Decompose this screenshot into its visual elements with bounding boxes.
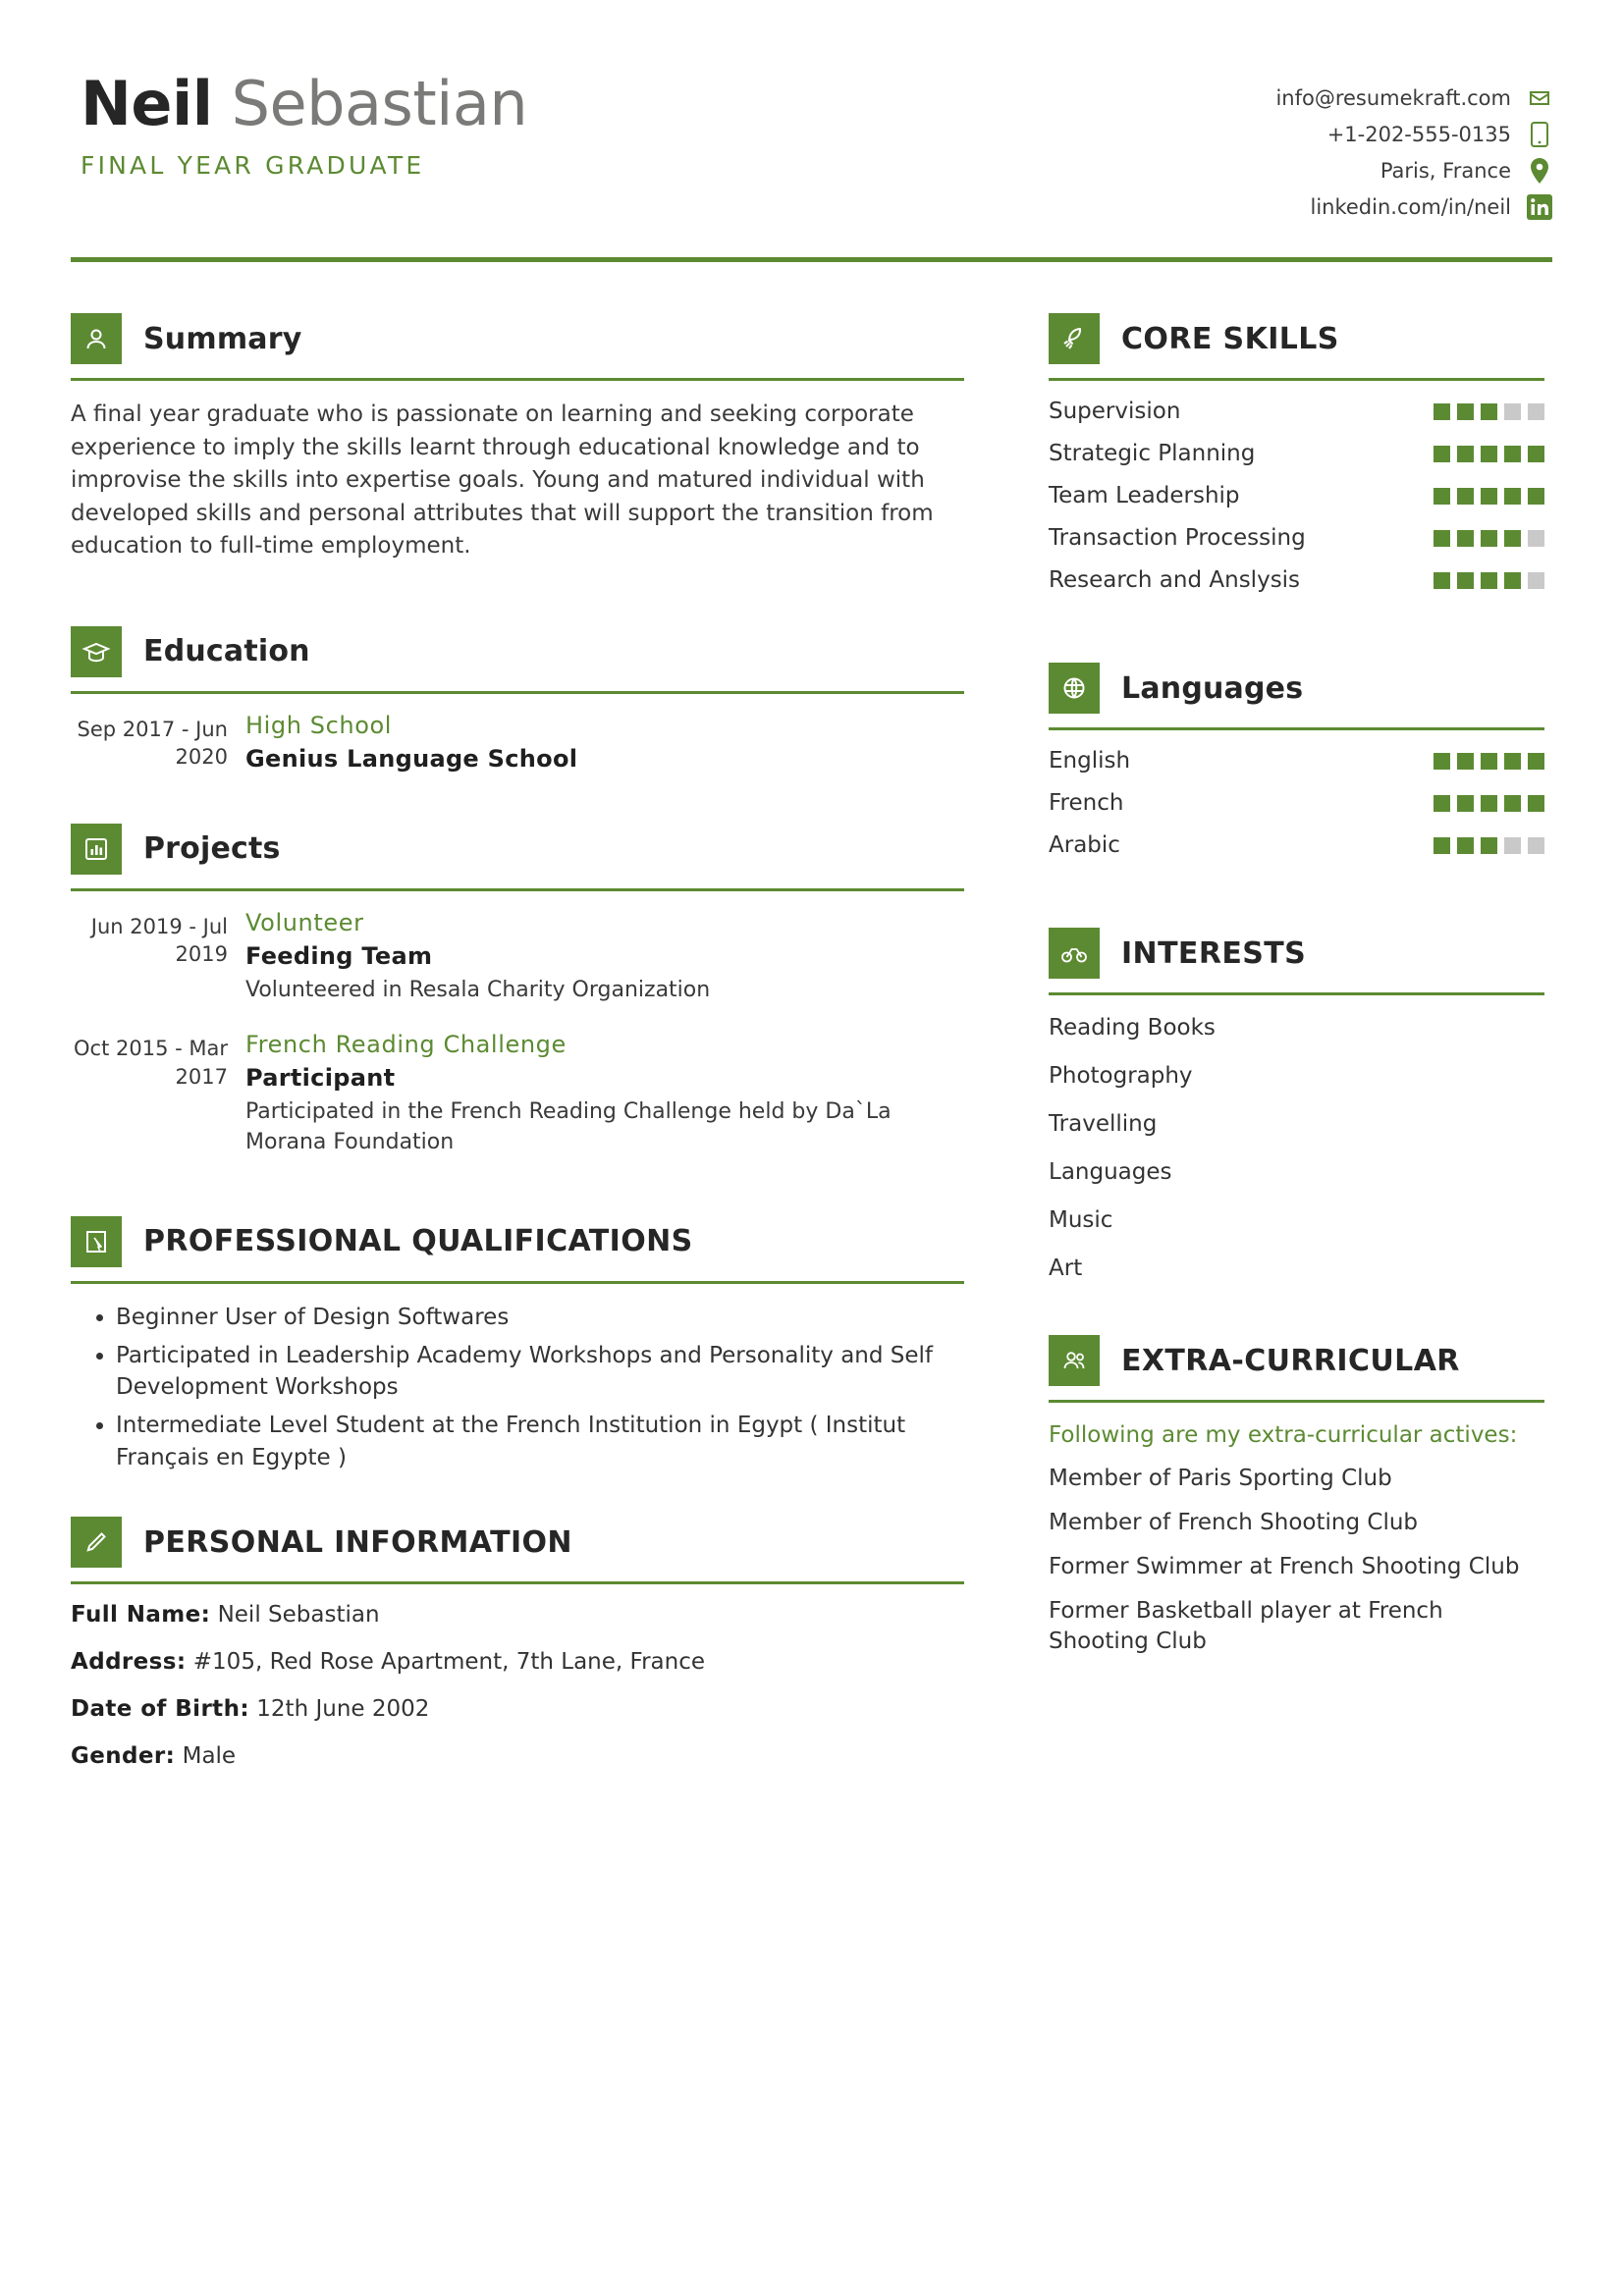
section-extra-curricular-title: EXTRA-CURRICULAR (1121, 1343, 1460, 1378)
language-label: French (1049, 790, 1124, 816)
language-row (1049, 832, 1544, 858)
contact-phone-text: +1-202-555-0135 (1326, 123, 1511, 146)
list-item: Member of French Shooting Club (1049, 1510, 1419, 1536)
bicycle-icon (1049, 928, 1100, 979)
project-entry-role: Participant (245, 1064, 396, 1093)
project-entry-org: French Reading Challenge (245, 1031, 567, 1059)
section-education-body (71, 694, 964, 778)
section-languages-title: Languages (1121, 670, 1304, 706)
section-summary-title: Summary (143, 321, 302, 356)
section-qualifications-body (71, 1284, 964, 1473)
chart-bars-icon (71, 824, 122, 875)
education-entry-org: High School (245, 711, 393, 739)
section-personal-information (71, 1517, 964, 1769)
skill-label: Supervision (1049, 399, 1181, 424)
project-entry-desc: Volunteered in Resala Charity Organization (245, 977, 711, 1002)
personal-info-value: Neil Sebastian (217, 1602, 380, 1629)
section-personal-information-header (71, 1517, 964, 1568)
list-item: Music (1049, 1207, 1113, 1234)
spacer (71, 804, 964, 824)
skill-rating (1434, 403, 1544, 420)
spacer (71, 1483, 964, 1517)
location-pin-icon (1527, 158, 1552, 184)
section-core-skills-header (1049, 313, 1544, 364)
section-interests-title: INTERESTS (1121, 935, 1307, 971)
project-entry (71, 909, 964, 1005)
education-entry-main (245, 712, 964, 778)
section-education (71, 626, 964, 778)
project-entry-date: Jun 2019 - Jul 2019 (90, 914, 228, 967)
personal-info-value: 12th June 2002 (256, 1696, 430, 1723)
education-entry (71, 712, 964, 778)
section-projects-header (71, 824, 964, 875)
spacer (1049, 875, 1544, 928)
skill-row (1049, 399, 1544, 424)
list-item: Photography (1049, 1063, 1193, 1090)
section-interests-body (1049, 995, 1544, 1284)
spacer (1049, 1302, 1544, 1335)
personal-info-row: Date of Birth: 12th June 2002 (71, 1696, 430, 1723)
skill-row (1049, 483, 1544, 508)
education-entry-date: Sep 2017 - Jun 2020 (77, 717, 228, 770)
spacer (71, 573, 964, 626)
project-entry-main (245, 909, 964, 1005)
list-item: • Intermediate Level Student at the French Institution in Egypt ( Institut Français en Egypte ) (116, 1410, 964, 1473)
contact-location (1275, 158, 1552, 184)
qualifications-list (71, 1302, 964, 1473)
list-item: Travelling (1049, 1111, 1158, 1138)
contact-email-text: info@resumekraft.com (1275, 86, 1511, 110)
section-personal-information-body (71, 1584, 964, 1769)
skill-label: Team Leadership (1049, 483, 1240, 508)
first-name: Neil (81, 68, 213, 139)
section-extra-curricular (1049, 1335, 1544, 1657)
personal-info-row: Address: #105, Red Rose Apartment, 7th Lane, France (71, 1649, 705, 1676)
language-rating (1434, 837, 1544, 854)
envelope-icon (1527, 85, 1552, 111)
project-entry (71, 1031, 964, 1157)
left-column (71, 313, 964, 1790)
section-summary (71, 313, 964, 563)
section-extra-curricular-body (1049, 1403, 1544, 1657)
project-entry-role: Feeding Team (245, 941, 433, 970)
language-rating (1434, 795, 1544, 812)
section-extra-curricular-header (1049, 1335, 1544, 1386)
skill-rating (1434, 530, 1544, 547)
skill-label: Research and Anslysis (1049, 567, 1301, 593)
contact-location-text: Paris, France (1380, 159, 1511, 183)
skill-label: Transaction Processing (1049, 525, 1306, 551)
list-item: Former Basketball player at French Shooting Club (1049, 1598, 1443, 1655)
skill-rating (1434, 446, 1544, 462)
language-row (1049, 748, 1544, 774)
section-education-header (71, 626, 964, 677)
phone-icon (1527, 122, 1552, 147)
section-projects (71, 824, 964, 1157)
skill-label: Strategic Planning (1049, 441, 1256, 466)
contact-email (1275, 85, 1552, 111)
section-personal-information-title: PERSONAL INFORMATION (143, 1524, 572, 1560)
personal-info-value: #105, Red Rose Apartment, 7th Lane, France (192, 1649, 705, 1676)
project-entry-org: Volunteer (245, 908, 364, 936)
list-item: Art (1049, 1255, 1083, 1282)
personal-info-label: Full Name (71, 1602, 201, 1629)
section-qualifications (71, 1216, 964, 1473)
skill-row (1049, 441, 1544, 466)
skill-rating (1434, 572, 1544, 589)
summary-text: A final year graduate who is passionate on learning and seeking corporate experience to imply the skills learnt through educational knowledge and to improvise the skills into expertise goals. Young and matured individual with developed skills and personal attributes that will support the transition from education to full-time employment. (71, 401, 934, 560)
pencil-icon (71, 1517, 122, 1568)
spacer (1049, 610, 1544, 663)
personal-info-label: Address (71, 1649, 177, 1676)
skill-rating (1434, 488, 1544, 505)
personal-info-value: Male (182, 1743, 237, 1770)
list-item: • Participated in Leadership Academy Workshops and Personality and Self Development Workshops (116, 1340, 964, 1404)
section-projects-body (71, 891, 964, 1157)
list-item: Member of Paris Sporting Club (1049, 1466, 1392, 1492)
language-row (1049, 790, 1544, 816)
education-entry-role: Genius Language School (245, 744, 578, 773)
section-core-skills-title: CORE SKILLS (1121, 321, 1339, 356)
section-core-skills-body (1049, 381, 1544, 593)
cursor-click-icon (71, 1216, 122, 1267)
page-title (81, 68, 528, 139)
skill-row (1049, 567, 1544, 593)
resume-header (71, 54, 1552, 220)
spacer (71, 1183, 964, 1216)
skill-row (1049, 525, 1544, 551)
section-interests-header (1049, 928, 1544, 979)
globe-icon (1049, 663, 1100, 714)
person-icon (71, 313, 122, 364)
language-label: Arabic (1049, 832, 1120, 858)
resume-body (71, 262, 1552, 1790)
section-qualifications-header (71, 1216, 964, 1267)
language-rating (1434, 753, 1544, 770)
right-column (1049, 313, 1544, 1790)
project-entry-date: Oct 2015 - Mar 2017 (74, 1037, 228, 1089)
section-summary-header (71, 313, 964, 364)
project-entry-main (245, 1031, 964, 1157)
contact-linkedin[interactable] (1275, 194, 1552, 220)
language-label: English (1049, 748, 1131, 774)
section-interests (1049, 928, 1544, 1284)
section-education-title: Education (143, 634, 310, 669)
last-name: Sebastian (231, 68, 528, 139)
list-item: Reading Books (1049, 1015, 1216, 1041)
rocket-icon (1049, 313, 1100, 364)
personal-info-label: Gender (71, 1743, 166, 1770)
section-core-skills (1049, 313, 1544, 593)
contact-phone (1275, 122, 1552, 147)
section-languages (1049, 663, 1544, 858)
project-entry-desc: Participated in the French Reading Challenge held by Da`La Morana Foundation (245, 1099, 892, 1154)
name-block (71, 68, 528, 181)
personal-info-row: Gender: Male (71, 1743, 237, 1770)
personal-info-label: Date of Birth (71, 1696, 241, 1723)
section-languages-body (1049, 730, 1544, 858)
section-summary-body (71, 381, 964, 563)
contact-list (1275, 72, 1552, 220)
list-item: Languages (1049, 1159, 1172, 1186)
personal-info-row: Full Name: Neil Sebastian (71, 1602, 380, 1629)
contact-linkedin-text: linkedin.com/in/neil (1310, 195, 1511, 219)
job-title: FINAL YEAR GRADUATE (81, 151, 425, 181)
section-languages-header (1049, 663, 1544, 714)
graduation-cap-icon (71, 626, 122, 677)
extra-curricular-lead: Following are my extra-curricular actives: (1049, 1422, 1518, 1449)
linkedin-icon[interactable] (1527, 194, 1552, 220)
list-item: Former Swimmer at French Shooting Club (1049, 1554, 1520, 1580)
list-item: • Beginner User of Design Softwares (116, 1302, 964, 1334)
section-qualifications-title: PROFESSIONAL QUALIFICATIONS (143, 1224, 693, 1259)
section-projects-title: Projects (143, 831, 281, 867)
people-icon (1049, 1335, 1100, 1386)
